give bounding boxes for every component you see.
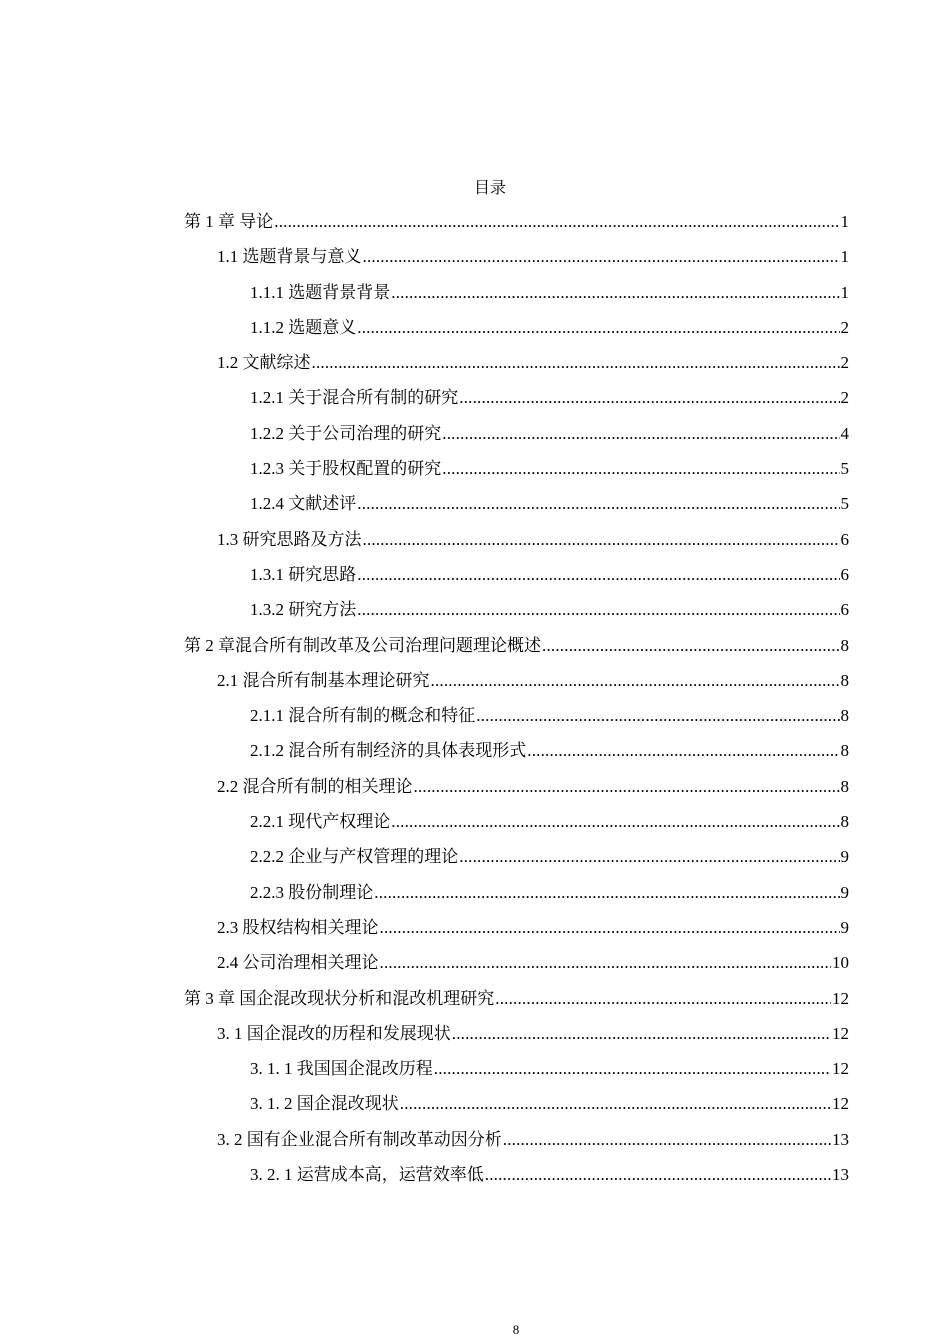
toc-entry-page: 6	[840, 529, 849, 549]
toc-dot-leader	[363, 241, 840, 273]
toc-entry[interactable]	[184, 877, 849, 912]
toc-dot-leader	[391, 277, 839, 309]
toc-dot-leader	[400, 1088, 831, 1120]
toc-dot-leader	[459, 841, 839, 873]
toc-entry-title: 2.1.2 混合所有制经济的具体表现形式	[250, 741, 527, 761]
toc-entry-page: 8	[840, 706, 849, 726]
toc-entry[interactable]	[184, 418, 849, 453]
toc-entry[interactable]	[184, 1018, 849, 1053]
toc-entry[interactable]	[184, 983, 849, 1018]
toc-entry-title: 3. 1. 2 国企混改现状	[250, 1094, 399, 1114]
toc-entry-title: 1.3 研究思路及方法	[217, 529, 362, 549]
toc-entry-page: 12	[832, 1023, 849, 1043]
toc-entry-page: 8	[840, 670, 849, 690]
toc-entry-title: 1.2.2 关于公司治理的研究	[250, 423, 442, 443]
toc-entry-title: 2.2 混合所有制的相关理论	[217, 776, 413, 796]
toc-entry-title: 1.1.1 选题背景背景	[250, 282, 391, 302]
toc-entry-title: 1.3.1 研究思路	[250, 564, 357, 584]
toc-entry[interactable]	[184, 771, 849, 806]
toc-dot-leader	[434, 1053, 831, 1085]
toc-entry-page: 8	[840, 776, 849, 796]
toc-dot-leader	[503, 1124, 831, 1156]
toc-dot-leader	[542, 630, 840, 662]
toc-entry-page: 9	[840, 917, 849, 937]
toc-entry-title: 1.1.2 选题意义	[250, 317, 357, 337]
toc-dot-leader	[380, 947, 832, 979]
toc-entry-title: 2.2.2 企业与产权管理的理论	[250, 847, 459, 867]
toc-entry-page: 1	[840, 247, 849, 267]
toc-dot-leader	[363, 524, 840, 556]
toc-entry-page: 12	[832, 1094, 849, 1114]
toc-list	[184, 206, 849, 1194]
toc-entry[interactable]	[184, 806, 849, 841]
toc-dot-leader	[357, 312, 839, 344]
toc-entry[interactable]	[184, 382, 849, 417]
toc-entry[interactable]	[184, 488, 849, 523]
toc-entry-title: 2.2.3 股份制理论	[250, 882, 374, 902]
toc-entry-title: 2.1 混合所有制基本理论研究	[217, 670, 430, 690]
toc-dot-leader	[380, 912, 840, 944]
toc-entry[interactable]	[184, 594, 849, 629]
toc-entry[interactable]	[184, 735, 849, 770]
toc-entry-page: 1	[840, 212, 849, 231]
toc-entry-title: 3. 2. 1 运营成本高，运营效率低	[250, 1165, 484, 1185]
toc-entry[interactable]	[184, 277, 849, 312]
toc-entry-title: 第 1 章 导论	[184, 212, 274, 231]
toc-entry[interactable]	[184, 841, 849, 876]
toc-entry-title: 2.1.1 混合所有制的概念和特征	[250, 706, 476, 726]
toc-entry[interactable]	[184, 1159, 849, 1194]
toc-entry[interactable]	[184, 1053, 849, 1088]
toc-entry[interactable]	[184, 700, 849, 735]
toc-entry-page: 4	[840, 423, 849, 443]
toc-dot-leader	[442, 453, 839, 485]
toc-dot-leader	[495, 983, 831, 1015]
toc-entry-title: 1.2.3 关于股权配置的研究	[250, 459, 442, 479]
toc-entry-title: 3. 1. 1 我国国企混改历程	[250, 1059, 433, 1079]
toc-entry[interactable]	[184, 1124, 849, 1159]
toc-entry-title: 1.2 文献综述	[217, 353, 311, 373]
toc-dot-leader	[527, 735, 839, 767]
toc-dot-leader	[374, 877, 839, 909]
toc-entry[interactable]	[184, 241, 849, 276]
toc-entry-title: 1.2.1 关于混合所有制的研究	[250, 388, 459, 408]
toc-dot-leader	[274, 206, 839, 238]
toc-entry[interactable]	[184, 312, 849, 347]
toc-entry-page: 12	[832, 988, 849, 1008]
toc-entry-page: 13	[832, 1165, 849, 1185]
toc-entry-title: 3. 2 国有企业混合所有制改革动因分析	[217, 1129, 502, 1149]
toc-entry[interactable]	[184, 206, 849, 241]
toc-entry-title: 3. 1 国企混改的历程和发展现状	[217, 1023, 451, 1043]
toc-dot-leader	[452, 1018, 831, 1050]
toc-dot-leader	[485, 1159, 831, 1191]
toc-dot-leader	[476, 700, 839, 732]
toc-dot-leader	[442, 418, 839, 450]
toc-entry-page: 13	[832, 1129, 849, 1149]
toc-entry-page: 9	[840, 847, 849, 867]
toc-entry[interactable]	[184, 559, 849, 594]
toc-entry-title: 1.3.2 研究方法	[250, 600, 357, 620]
toc-entry-title: 2.3 股权结构相关理论	[217, 917, 379, 937]
toc-dot-leader	[312, 347, 840, 379]
toc-dot-leader	[391, 806, 839, 838]
toc-entry-page: 5	[840, 494, 849, 514]
toc-dot-leader	[414, 771, 840, 803]
toc-entry-page: 10	[832, 953, 849, 973]
toc-entry-title: 1.1 选题背景与意义	[217, 247, 362, 267]
toc-entry-page: 1	[840, 282, 849, 302]
toc-entry-page: 8	[840, 635, 849, 655]
toc-entry-page: 6	[840, 564, 849, 584]
toc-entry-page: 2	[840, 317, 849, 337]
toc-entry-page: 2	[840, 353, 849, 373]
toc-entry[interactable]	[184, 1088, 849, 1123]
toc-entry-title: 2.4 公司治理相关理论	[217, 953, 379, 973]
toc-entry[interactable]	[184, 912, 849, 947]
toc-dot-leader	[431, 665, 840, 697]
toc-entry-title: 2.2.1 现代产权理论	[250, 812, 391, 832]
toc-entry-page: 8	[840, 812, 849, 832]
toc-dot-leader	[357, 594, 839, 626]
toc-entry[interactable]	[184, 347, 849, 382]
toc-entry-title: 第 3 章 国企混改现状分析和混改机理研究	[184, 988, 495, 1008]
page-number: 8	[512, 1322, 520, 1337]
toc-entry-page: 12	[832, 1059, 849, 1079]
toc-entry-title: 第 2 章混合所有制改革及公司治理问题理论概述	[184, 635, 541, 655]
toc-entry[interactable]	[184, 630, 849, 665]
toc-entry-page: 9	[840, 882, 849, 902]
toc-dot-leader	[357, 559, 839, 591]
toc-dot-leader	[357, 488, 839, 520]
toc-entry-title: 1.2.4 文献述评	[250, 494, 357, 514]
toc-dot-leader	[459, 382, 839, 414]
toc-entry[interactable]	[184, 453, 849, 488]
toc-entry[interactable]	[184, 947, 849, 982]
toc-entry[interactable]	[184, 524, 849, 559]
toc-entry-page: 8	[840, 741, 849, 761]
toc-entry[interactable]	[184, 665, 849, 700]
toc-title: 目录	[473, 180, 506, 197]
toc-entry-page: 2	[840, 388, 849, 408]
toc-entry-page: 6	[840, 600, 849, 620]
toc-entry-page: 5	[840, 459, 849, 479]
